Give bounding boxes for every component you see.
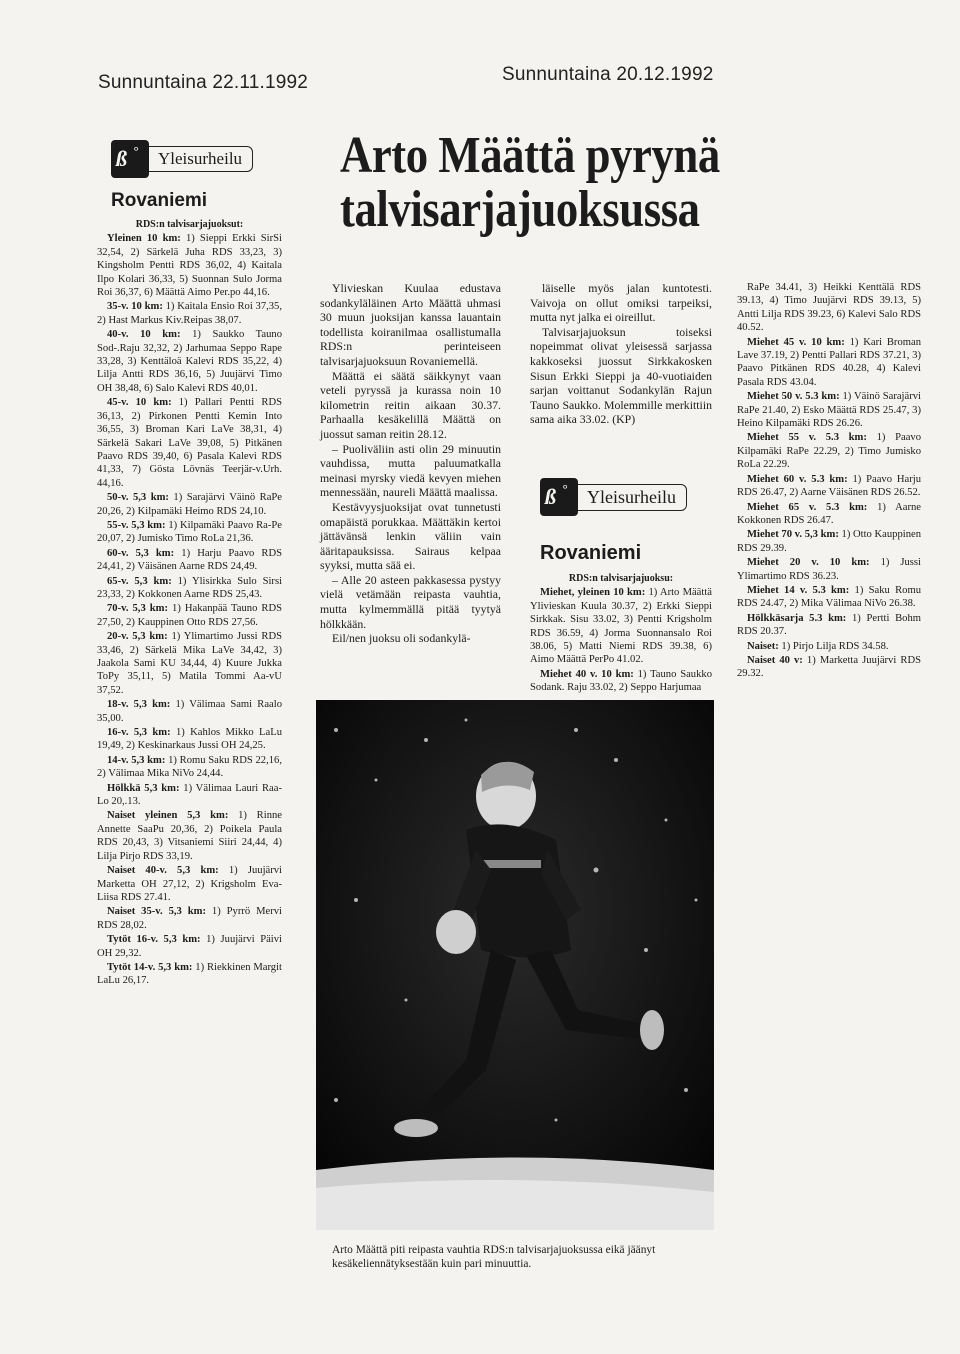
results-paragraph: Miehet 50 v. 5.3 km: 1) Väinö Sarajärvi RaPe 21.40, 2) Esko Määttä RDS 25.47, 3) Heino Kilpamäki RDS 26.26. xyxy=(737,391,921,430)
section-logo-2 xyxy=(540,478,687,516)
left-date: Sunnuntaina 22.11.1992 xyxy=(98,72,309,93)
results-paragraph: Määttä ei säätä säikkynyt vaan veteli pyryssä ja kurassa noin 10 kilometrin reitin aikaan 30.37. Parhaalla kesäkelillä Määttä on juossut saman reitin 28.12. xyxy=(320,368,501,441)
right-results-column-b xyxy=(737,281,921,682)
runner-logo-icon: ß ° xyxy=(111,140,149,178)
right-results-column-a xyxy=(530,572,712,696)
results-paragraph: Naiset 40 v: 1) Marketta Juujärvi RDS 29.32. xyxy=(737,654,921,680)
section-city: Rovaniemi xyxy=(111,190,208,211)
headline-line-1: Arto Määttä pyrynä xyxy=(340,127,720,184)
section-logo xyxy=(111,140,253,178)
results-paragraph: Eil/nen juoksu oli sodankylä- xyxy=(332,631,471,646)
results-paragraph: 65-v. 5,3 km: 1) Ylisirkka Sulo Sirsi 23,33, 2) Kokkonen Aarne RDS 25,43. xyxy=(97,575,283,600)
left-results-column xyxy=(97,218,282,989)
results-paragraph: 20-v. 5,3 km: 1) Ylimartimo Jussi RDS 33,46, 2) Särkelä Mika LaVe 34,42, 3) Jaakola Sami KU 34,44, 4) Kuure Jukka ToPy 35,11, 5) Matila Tommi Aa-vU 37,52. xyxy=(97,631,282,696)
results-paragraph: RaPe 34.41, 3) Heikki Kenttälä RDS 39.13, 4) Timo Juujärvi RDS 39.13, 5) Antti Lilja RDS 39.23, 6) Kalevi Salo RDS 40.52. xyxy=(737,282,921,334)
results-paragraph: Naiset: 1) Pirjo Lilja RDS 34.58. xyxy=(747,640,889,652)
results-paragraph: Tytöt 16-v. 5,3 km: 1) Juujärvi Päivi OH 29,32. xyxy=(97,934,282,959)
results-paragraph: 18-v. 5,3 km: 1) Välimaa Sami Raalo 35,00. xyxy=(97,699,282,724)
results-paragraph: Miehet 20 v. 10 km: 1) Jussi Ylimartimo RDS 36.23. xyxy=(737,557,921,582)
article-column-2 xyxy=(530,281,712,427)
section-label: Yleisurheilu xyxy=(147,146,253,172)
results-paragraph: Naiset yleinen 5,3 km: 1) Rinne Annette SaaPu 20,36, 2) Poikela Paula RDS 20,43, 3) Vitsaniemi Siiri 24,44, 4) Lilja Pirjo RDS 33,19. xyxy=(97,810,282,862)
results-paragraph: – Alle 20 asteen pakkasessa pystyy vielä vetämään reipasta vauhtia, mutta kylmemmällä pitää tyytyä hölkkään. xyxy=(320,572,501,631)
results-paragraph: 60-v. 5,3 km: 1) Harju Paavo RDS 24,41, 2) Väisänen Aarne RDS 24,49. xyxy=(97,547,283,573)
runner-logo-icon: ß ° xyxy=(540,478,578,516)
article-column-1 xyxy=(320,281,501,646)
results-paragraph: 16-v. 5,3 km: 1) Kahlos Mikko LaLu 19,49, 2) Keskinarkaus Jussi OH 24,25. xyxy=(97,727,282,752)
results-paragraph: 55-v. 5,3 km: 1) Kilpamäki Paavo Ra-Pe 20,07, 2) Jumisko Timo RoLa 21,36. xyxy=(97,519,283,545)
results-paragraph: Yleinen 10 km: 1) Sieppi Erkki SirSi 32,54, 2) Särkelä Juha RDS 33,23, 3) Kingsholm Pentti RDS 36,02, 4) Kaitala Ilpo Kolari 36,33, 5) Suonnan Sulo Jorma Roi 36,37, 6) Määttä Aimo Per.po 44,16. xyxy=(97,233,282,299)
results-paragraph: Miehet 40 v. 10 km: 1) Tauno Saukko Sodank. Raju 33.02, 2) Seppo Harjumaa xyxy=(530,668,712,694)
results-paragraph: Miehet 70 v. 5,3 km: 1) Otto Kauppinen RDS 29.39. xyxy=(737,529,921,554)
results-paragraph: Miehet 55 v. 5.3 km: 1) Paavo Kilpamäki RaPe 22.29, 2) Timo Jumisko RoLa 22.29. xyxy=(737,432,921,471)
results-paragraph: Miehet 14 v. 5.3 km: 1) Saku Romu RDS 24.47, 2) Mika Välimaa NiVo 26.38. xyxy=(737,584,921,610)
results-paragraph: Miehet, yleinen 10 km: 1) Arto Määttä Ylivieskan Kuula 30.37, 2) Erkki Sieppi Sirkkak. Sisu 33.02, 3) Pentti Krigsholm RDS 36.59, 4) Jorma Suonnansalo Roi 38.06, 5) Matti Niemi RDS 39.38, 6) Aimo Määttä PerPo 41.02. xyxy=(530,587,712,666)
results-paragraph: 70-v. 5,3 km: 1) Hakanpää Tauno RDS 27,50, 2) Kauppinen Otto RDS 27,56. xyxy=(97,603,283,628)
results-paragraph: 50-v. 5,3 km: 1) Sarajärvi Väinö RaPe 20,26, 2) Kilpamäki Heimo RDS 24,10. xyxy=(97,492,282,517)
runner-photo xyxy=(316,700,714,1230)
section-label-2: Yleisurheilu xyxy=(576,484,687,511)
results-paragraph: Miehet 65 v. 5.3 km: 1) Aarne Kokkonen RDS 26.47. xyxy=(737,501,921,526)
section-city-2: Rovaniemi xyxy=(540,542,642,564)
results-paragraph: läiselle myös jalan kuntotesti. Vaivoja on ollut omiksi tarpeiksi, mutta nyt jalka ei oireillut. xyxy=(530,281,712,325)
headline-line-2: talvisarjajuoksussa xyxy=(340,181,700,238)
results-paragraph: Hölkkä 5,3 km: 1) Välimaa Lauri Raa-Lo 20,.13. xyxy=(97,782,282,808)
results-paragraph: 45-v. 10 km: 1) Pallari Pentti RDS 36,13, 2) Pirkonen Pentti Kemin Into 36,55, 3) Broman Kari LaVe 38,31, 4) Särkelä Sakari LaVe 39,08, 5) Pitkänen Paavo RDS 39,40, 6) Pasala Kalevi RDS 41,33, 7) Gösta Lövnäs Teerjär-v.Urh. 44,16. xyxy=(97,397,282,489)
results-paragraph: – Puoliväliin asti olin 29 minuutin vauhdissa, mutta paluumatkalla meinasi myrsky viedä kevyen miehen mennessään, naureli Määttä maalissa. xyxy=(320,441,501,500)
results-paragraph: Naiset 35-v. 5,3 km: 1) Pyrrö Mervi RDS 28,02. xyxy=(97,906,282,931)
results-paragraph: Miehet 60 v. 5.3 km: 1) Paavo Harju RDS 26.47, 2) Aarne Väisänen RDS 26.52. xyxy=(737,473,921,499)
results-paragraph: Talvisarjajuoksun toiseksi nopeimmat olivat yleisessä sarjassa kakkoseksi juossut Sirkkakosken Sisun Erkki Sieppi ja 40-vuotiaiden sarjan voittanut Sodankylän Rajun Tauno Saukko. Molemmille merkittiin sama aika 33.02. (KP) xyxy=(530,324,712,427)
results-paragraph: 35-v. 10 km: 1) Kaitala Ensio Roi 37,35, 2) Hast Markus Kiv.Reipas 38,07. xyxy=(97,301,283,326)
results-paragraph: Kestävyysjuoksijat ovat tunnetusti omapäistä porukkaa. Määttäkin kertoi jättävänsä lenkin väliin vain ääritapauksissa. Sairaus kelpaa syyksi, mutta sää ei. xyxy=(320,499,501,573)
results-paragraph: Tytöt 14-v. 5,3 km: 1) Riekkinen Margit LaLu 26,17. xyxy=(97,961,282,987)
results-header: RDS:n talvisarjajuoksut: xyxy=(135,219,244,230)
results-paragraph: Hölkkäsarja 5.3 km: 1) Pertti Bohm RDS 20.37. xyxy=(737,612,921,638)
results-paragraph: 40-v. 10 km: 1) Saukko Tauno Sod-.Raju 32,32, 2) Jarhumaa Seppo Rape 33,28, 3) Kenttäloä Kalevi RDS 35,22, 4) Lilja Antti RDS 36,16, 5) Juujärvi Timo OH 38,48, 6) Salo Kalevi RDS 40,01. xyxy=(97,329,282,394)
results-paragraph: Miehet 45 v. 10 km: 1) Kari Broman Lave 37.19, 2) Pentti Pallari RDS 37.21, 3) Paavo Pitkänen RDS 40.28, 4) Kalevi Pasala RDS 43.04. xyxy=(737,336,921,388)
results-paragraph: Ylivieskan Kuulaa edustava sodankyläläinen Arto Määttä uhmasi 30 muun juoksijan kanssa lauantain todellista koiranilmaa osallistumalla RDS:n perinteiseen talvisarjajuoksuun Rovaniemellä. xyxy=(320,281,501,368)
results-paragraph: Naiset 40-v. 5,3 km: 1) Juujärvi Marketta OH 27,12, 2) Krigsholm Eva-Liisa RDS 27.41. xyxy=(97,865,282,903)
photo-caption: Arto Määttä piti reipasta vauhtia RDS:n talvisarjajuoksussa eikä jäänyt kesäkeliennätyksestään kuin pari minuuttia. xyxy=(332,1244,656,1270)
right-date: Sunnuntaina 20.12.1992 xyxy=(502,64,714,85)
runner-photo-icon xyxy=(316,700,714,1230)
results-header-2: RDS:n talvisarjajuoksu: xyxy=(568,573,674,584)
results-paragraph: 14-v. 5,3 km: 1) Romu Saku RDS 22,16, 2) Välimaa Mika NiVo 24,44. xyxy=(97,754,282,780)
